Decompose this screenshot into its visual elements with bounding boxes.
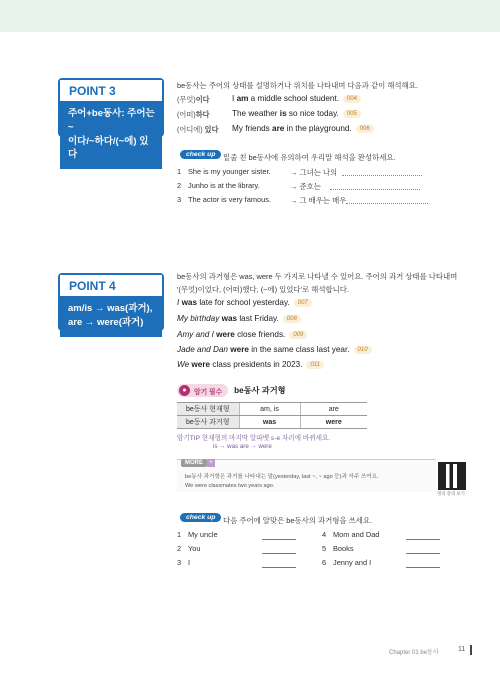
sentence-tag: 006 — [356, 125, 374, 133]
check-item-answer-prefix: → 그녀는 나의 — [290, 168, 338, 177]
memo-tip-line1: 암기TIP 현재형의 마지막 알파벳 s·e 자리에 바뀌세요. — [177, 435, 331, 442]
point3-title — [60, 101, 162, 169]
check-item-word: Jenny and I — [333, 558, 372, 567]
point3-heading: POINT 3 — [60, 80, 162, 101]
memo-tip-line2: is → was are → were — [213, 443, 272, 450]
check-item-sentence: She is my younger sister. — [188, 167, 271, 176]
check-item-sentence: The actor is very famous. — [188, 195, 271, 204]
page-number: 11 — [458, 646, 466, 653]
check-item-num: 4 — [322, 530, 327, 539]
check-item-word: You — [188, 544, 201, 553]
table-cell: are — [300, 403, 367, 416]
point3-ex2-label: (어떠)하다 — [177, 110, 210, 119]
table-cell: was — [239, 416, 300, 429]
point4-check-instruction: 다음 주어에 알맞은 be동사의 과거형을 쓰세요. — [223, 516, 373, 525]
check-up-badge: check up — [180, 150, 221, 159]
point3-ex2: The weather is so nice today. 005 — [232, 109, 361, 118]
check-item-word: Books — [333, 544, 354, 553]
answer-blank[interactable] — [406, 539, 440, 540]
check-item-answer-prefix: → 그 배우는 매우 — [290, 196, 347, 205]
point4-box — [58, 273, 164, 331]
check-item-num: 3 — [177, 558, 182, 567]
more-text-1: be동사 과거형은 과거를 나타내는 말(yesterday, last ~, ~ ago 등)과 자주 쓰여요. — [185, 474, 379, 480]
point4-title-line2: are → were(과거) — [68, 316, 144, 328]
point4-heading: POINT 4 — [60, 275, 162, 296]
answer-blank[interactable] — [406, 567, 440, 568]
footer-bar — [470, 645, 472, 655]
point3-description: be동사는 주어의 상태를 설명하거나 위치를 나타내며 다음과 같이 해석해요. — [177, 81, 418, 90]
check-item-num: 6 — [322, 558, 327, 567]
table-cell: were — [300, 416, 367, 429]
answer-blank[interactable] — [342, 175, 422, 176]
check-item-num: 2 — [177, 544, 182, 553]
sentence-tag: 004 — [343, 95, 361, 103]
point4-ex1: I was late for school yesterday. 007 — [177, 298, 312, 307]
sentence-tag: 010 — [354, 346, 372, 354]
memo-header — [177, 384, 286, 397]
be-verb-past-table — [177, 402, 367, 429]
check-item-word: Mom and Dad — [333, 530, 380, 539]
point4-description-2: '(무엇)이었다, (어떠)했다, (~에) 있었다'로 해석합니다. — [177, 285, 349, 294]
table-cell: be동사 과거형 — [177, 416, 239, 429]
footer-chapter: Chapter 01 be동사 — [389, 650, 439, 656]
point4-ex2: My birthday was last Friday. 008 — [177, 314, 301, 323]
point3-ex1: I am a middle school student. 004 — [232, 94, 361, 103]
point3-box — [58, 78, 164, 161]
answer-blank[interactable] — [406, 553, 440, 554]
sentence-tag: 011 — [306, 361, 324, 369]
answer-blank[interactable] — [262, 553, 296, 554]
check-item-num: 1 — [177, 530, 182, 539]
more-text-2: We were classmates two years ago. — [185, 483, 275, 489]
point3-title-line2: 이다/~하다/(~에) 있다 — [68, 135, 149, 161]
table-cell: be동사 현재형 — [177, 403, 239, 416]
answer-blank[interactable] — [330, 189, 420, 190]
point4-ex5: We were class presidents in 2023. 011 — [177, 360, 324, 369]
point3-check-instruction: 밑줄 친 be동사에 유의하여 우리말 해석을 완성하세요. — [223, 153, 396, 162]
sentence-tag: 005 — [343, 110, 361, 118]
check-item-num: 3 — [177, 195, 182, 204]
qr-label: 정리 강의 보기 — [437, 491, 465, 496]
answer-blank[interactable] — [346, 203, 428, 204]
check-item-num: 5 — [322, 544, 327, 553]
qr-code-icon[interactable] — [440, 464, 464, 488]
sentence-tag: 007 — [294, 299, 312, 307]
memo-title: be동사 과거형 — [234, 386, 286, 395]
table-row — [177, 416, 367, 429]
point4-ex4: Jade and Dan were in the same class last year. 010 — [177, 345, 372, 354]
plus-icon: + — [207, 459, 215, 467]
check-item-num: 2 — [177, 181, 182, 190]
point4-ex3: Amy and I were close friends. 009 — [177, 330, 307, 339]
sentence-tag: 008 — [283, 315, 301, 323]
answer-blank[interactable] — [262, 539, 296, 540]
point3-title-line1: 주어+be동사: 주어는 ~ — [68, 108, 155, 133]
point4-title-line1: am/is → was(과거), — [68, 303, 153, 314]
point3-ex3: My friends are in the playground. 006 — [232, 124, 374, 133]
point3-ex3-label: (어디에) 있다 — [177, 125, 219, 134]
lightbulb-icon: ● — [179, 385, 190, 396]
answer-blank[interactable] — [262, 567, 296, 568]
memo-pill: ● 암기 필수 — [177, 384, 228, 397]
table-row — [177, 403, 367, 416]
check-item-word: I — [188, 558, 191, 567]
check-item-word: My uncle — [188, 530, 218, 539]
more-box — [177, 459, 436, 492]
check-item-num: 1 — [177, 167, 182, 176]
point4-title — [60, 296, 162, 337]
table-cell: am, is — [239, 403, 300, 416]
check-item-answer-prefix: → 준호는 — [290, 182, 321, 191]
check-item-sentence: Junho is at the library. — [188, 181, 260, 190]
point3-ex1-label: (무엇)이다 — [177, 95, 210, 104]
check-up-badge: check up — [180, 513, 221, 522]
sentence-tag: 009 — [289, 331, 307, 339]
point4-description-1: be동사의 과거형은 was, were 두 가지로 나타낼 수 있어요. 주어의 과거 상태를 나타내며 — [177, 272, 458, 281]
top-band — [0, 0, 500, 32]
more-badge: MORE — [181, 459, 207, 467]
